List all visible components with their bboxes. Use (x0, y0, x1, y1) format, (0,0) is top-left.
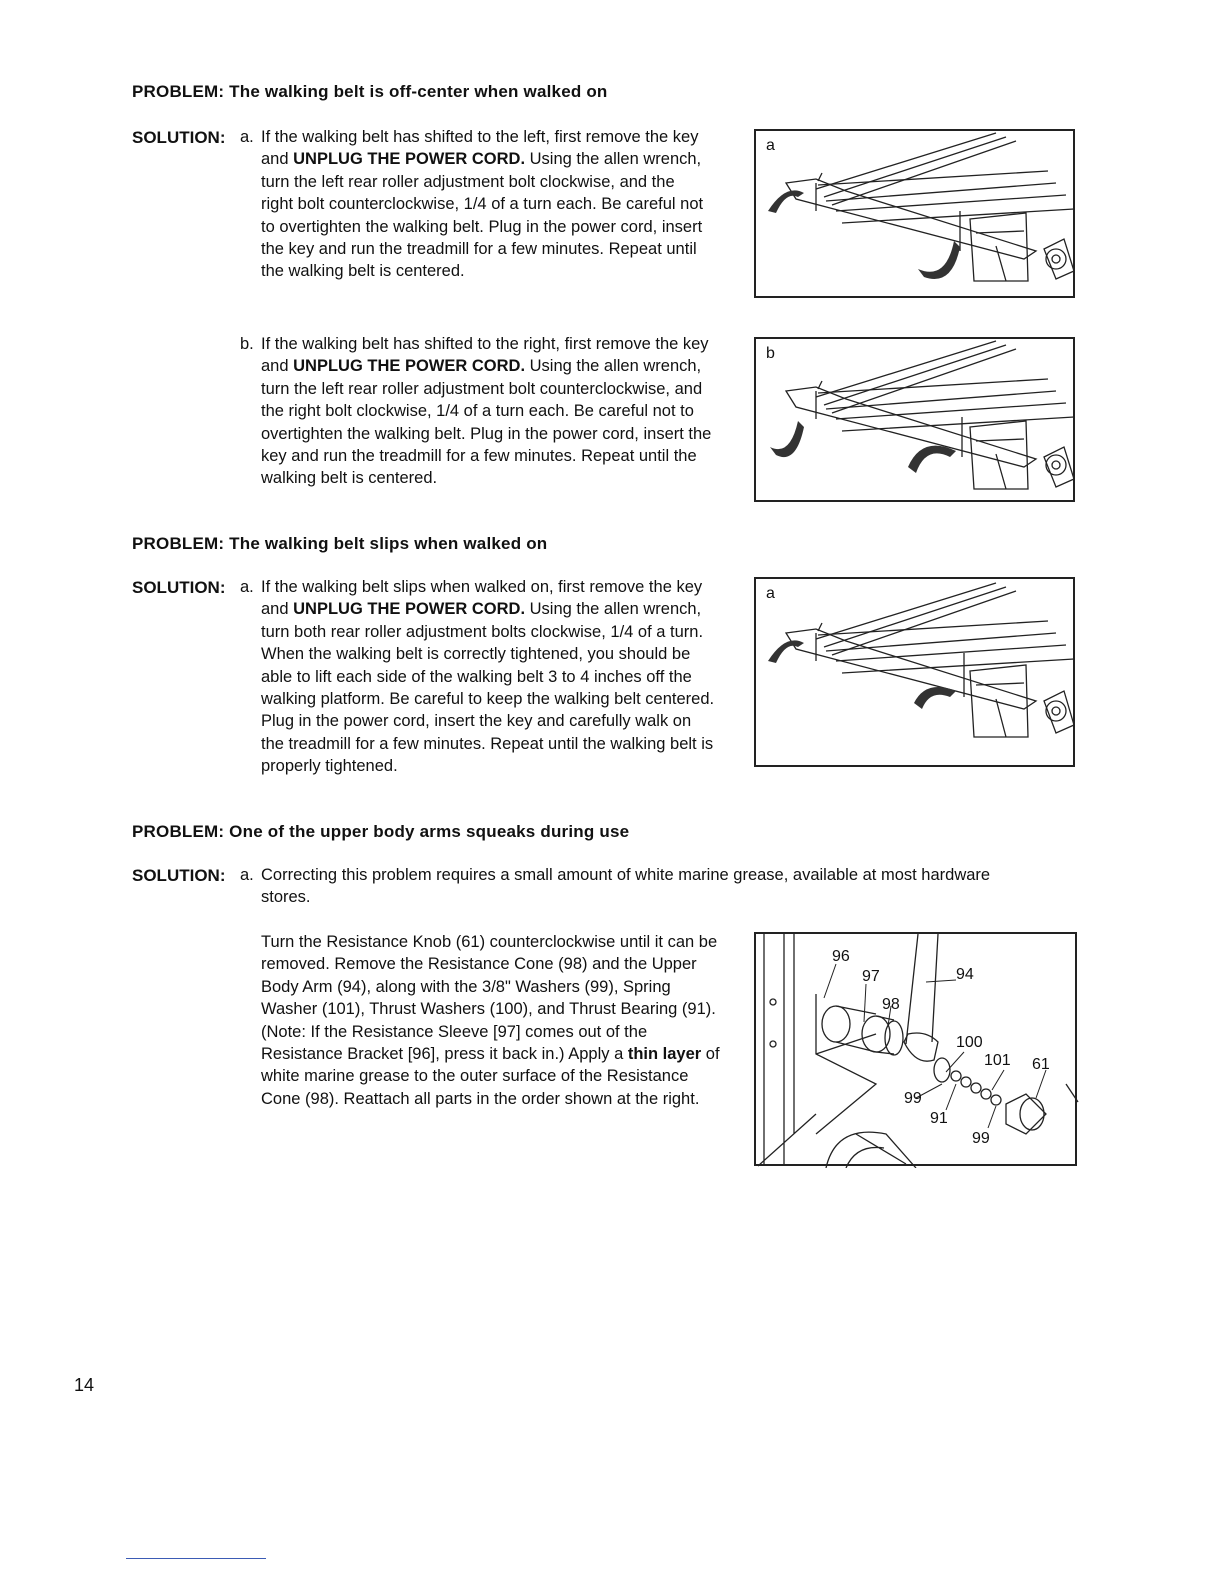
part-label-61: 61 (1032, 1056, 1050, 1073)
part-label-101: 101 (984, 1052, 1011, 1069)
solution-marker: b. (240, 335, 254, 353)
part-label-99: 99 (904, 1090, 922, 1107)
part-label-96: 96 (832, 948, 850, 965)
part-label-97: 97 (862, 968, 880, 985)
unplug-warning: UNPLUG THE POWER CORD. (293, 357, 526, 376)
treadmill-rear-illustration (756, 339, 1077, 504)
treadmill-rear-illustration (756, 579, 1077, 769)
solution-marker: a. (240, 128, 254, 146)
solution-text-3a: Turn the Resistance Knob (61) counterclockwise until it can be removed. Remove the Resistance Cone (98) and the Upper Body Arm (94), along with the 3/8" Washers (99), Spring Washer (101), Thrust Washers (100), and Thrust Bearing (91). (Note: If the Resistance Sleeve [97] comes out of the Resistance Bracket [96], press it back in.) Apply a thin layer of white marine grease to the outer surface of the Resistance Cone (98). Reattach all parts in the order shown at the right. (261, 933, 720, 1108)
part-label-94: 94 (956, 966, 974, 983)
part-label-100: 100 (956, 1034, 983, 1051)
figure-letter: b (766, 345, 775, 362)
figure-letter: a (766, 137, 775, 154)
figure-upper-arm-exploded (754, 932, 1077, 1166)
figure-letter: a (766, 585, 775, 602)
part-label-98: 98 (882, 996, 900, 1013)
problem-heading-slips: PROBLEM: The walking belt slips when walked on (132, 534, 548, 553)
unplug-warning: UNPLUG THE POWER CORD. (293, 150, 526, 169)
solution-text-1a: If the walking belt has shifted to the left, first remove the key and UNPLUG THE POWER CORD. Using the allen wrench, turn the left rear roller adjustment bolt clockwise, and the right bolt counterclockwise, 1/4 of a turn each. Be careful not to overtighten the walking belt. Plug in the power cord, insert the key and run the treadmill for a few minutes. Repeat until the walking belt is centered. (261, 128, 704, 281)
solution-marker: a. (240, 866, 254, 884)
problem-heading-off-center: PROBLEM: The walking belt is off-center when walked on (132, 82, 608, 101)
page-number: 14 (74, 1375, 95, 1395)
thin-layer-emphasis: thin layer (627, 1045, 702, 1064)
figure-belt-tighten (754, 577, 1075, 767)
solution-text-1b: If the walking belt has shifted to the right, first remove the key and UNPLUG THE POWER CORD. Using the allen wrench, turn the left rear roller adjustment bolt counterclockwise, and the right bolt clockwise, 1/4 of a turn each. Be careful not to overtighten the walking belt. Plug in the power cord, insert the key and run the treadmill for a few minutes. Repeat until the walking belt is centered. (261, 335, 712, 488)
part-label-91: 91 (930, 1110, 948, 1127)
solution-label: SOLUTION: (132, 128, 226, 147)
treadmill-rear-illustration (756, 131, 1077, 300)
figure-belt-left (754, 129, 1075, 298)
arm-exploded-illustration (756, 934, 1079, 1168)
solution-intro-3a: Correcting this problem requires a small amount of white marine grease, available at most hardware stores. (261, 866, 991, 907)
solution-label: SOLUTION: (132, 578, 226, 597)
solution-label: SOLUTION: (132, 866, 226, 885)
solution-text-2a: If the walking belt slips when walked on, first remove the key and UNPLUG THE POWER CORD. Using the allen wrench, turn both rear roller adjustment bolts clockwise, 1/4 of a turn. When the walking belt is correctly tightened, you should be able to lift each side of the walking belt 3 to 4 inches off the walking platform. Be careful to keep the walking belt centered. Plug in the power cord, insert the key and carefully walk on the treadmill for a few minutes. Repeat until the walking belt is properly tightened. (261, 578, 715, 776)
unplug-warning: UNPLUG THE POWER CORD. (293, 600, 526, 619)
figure-belt-right (754, 337, 1075, 502)
problem-heading-squeak: PROBLEM: One of the upper body arms squeaks during use (132, 822, 630, 841)
part-label-99: 99 (972, 1130, 990, 1147)
solution-marker: a. (240, 578, 254, 596)
footer-divider (126, 1558, 266, 1559)
